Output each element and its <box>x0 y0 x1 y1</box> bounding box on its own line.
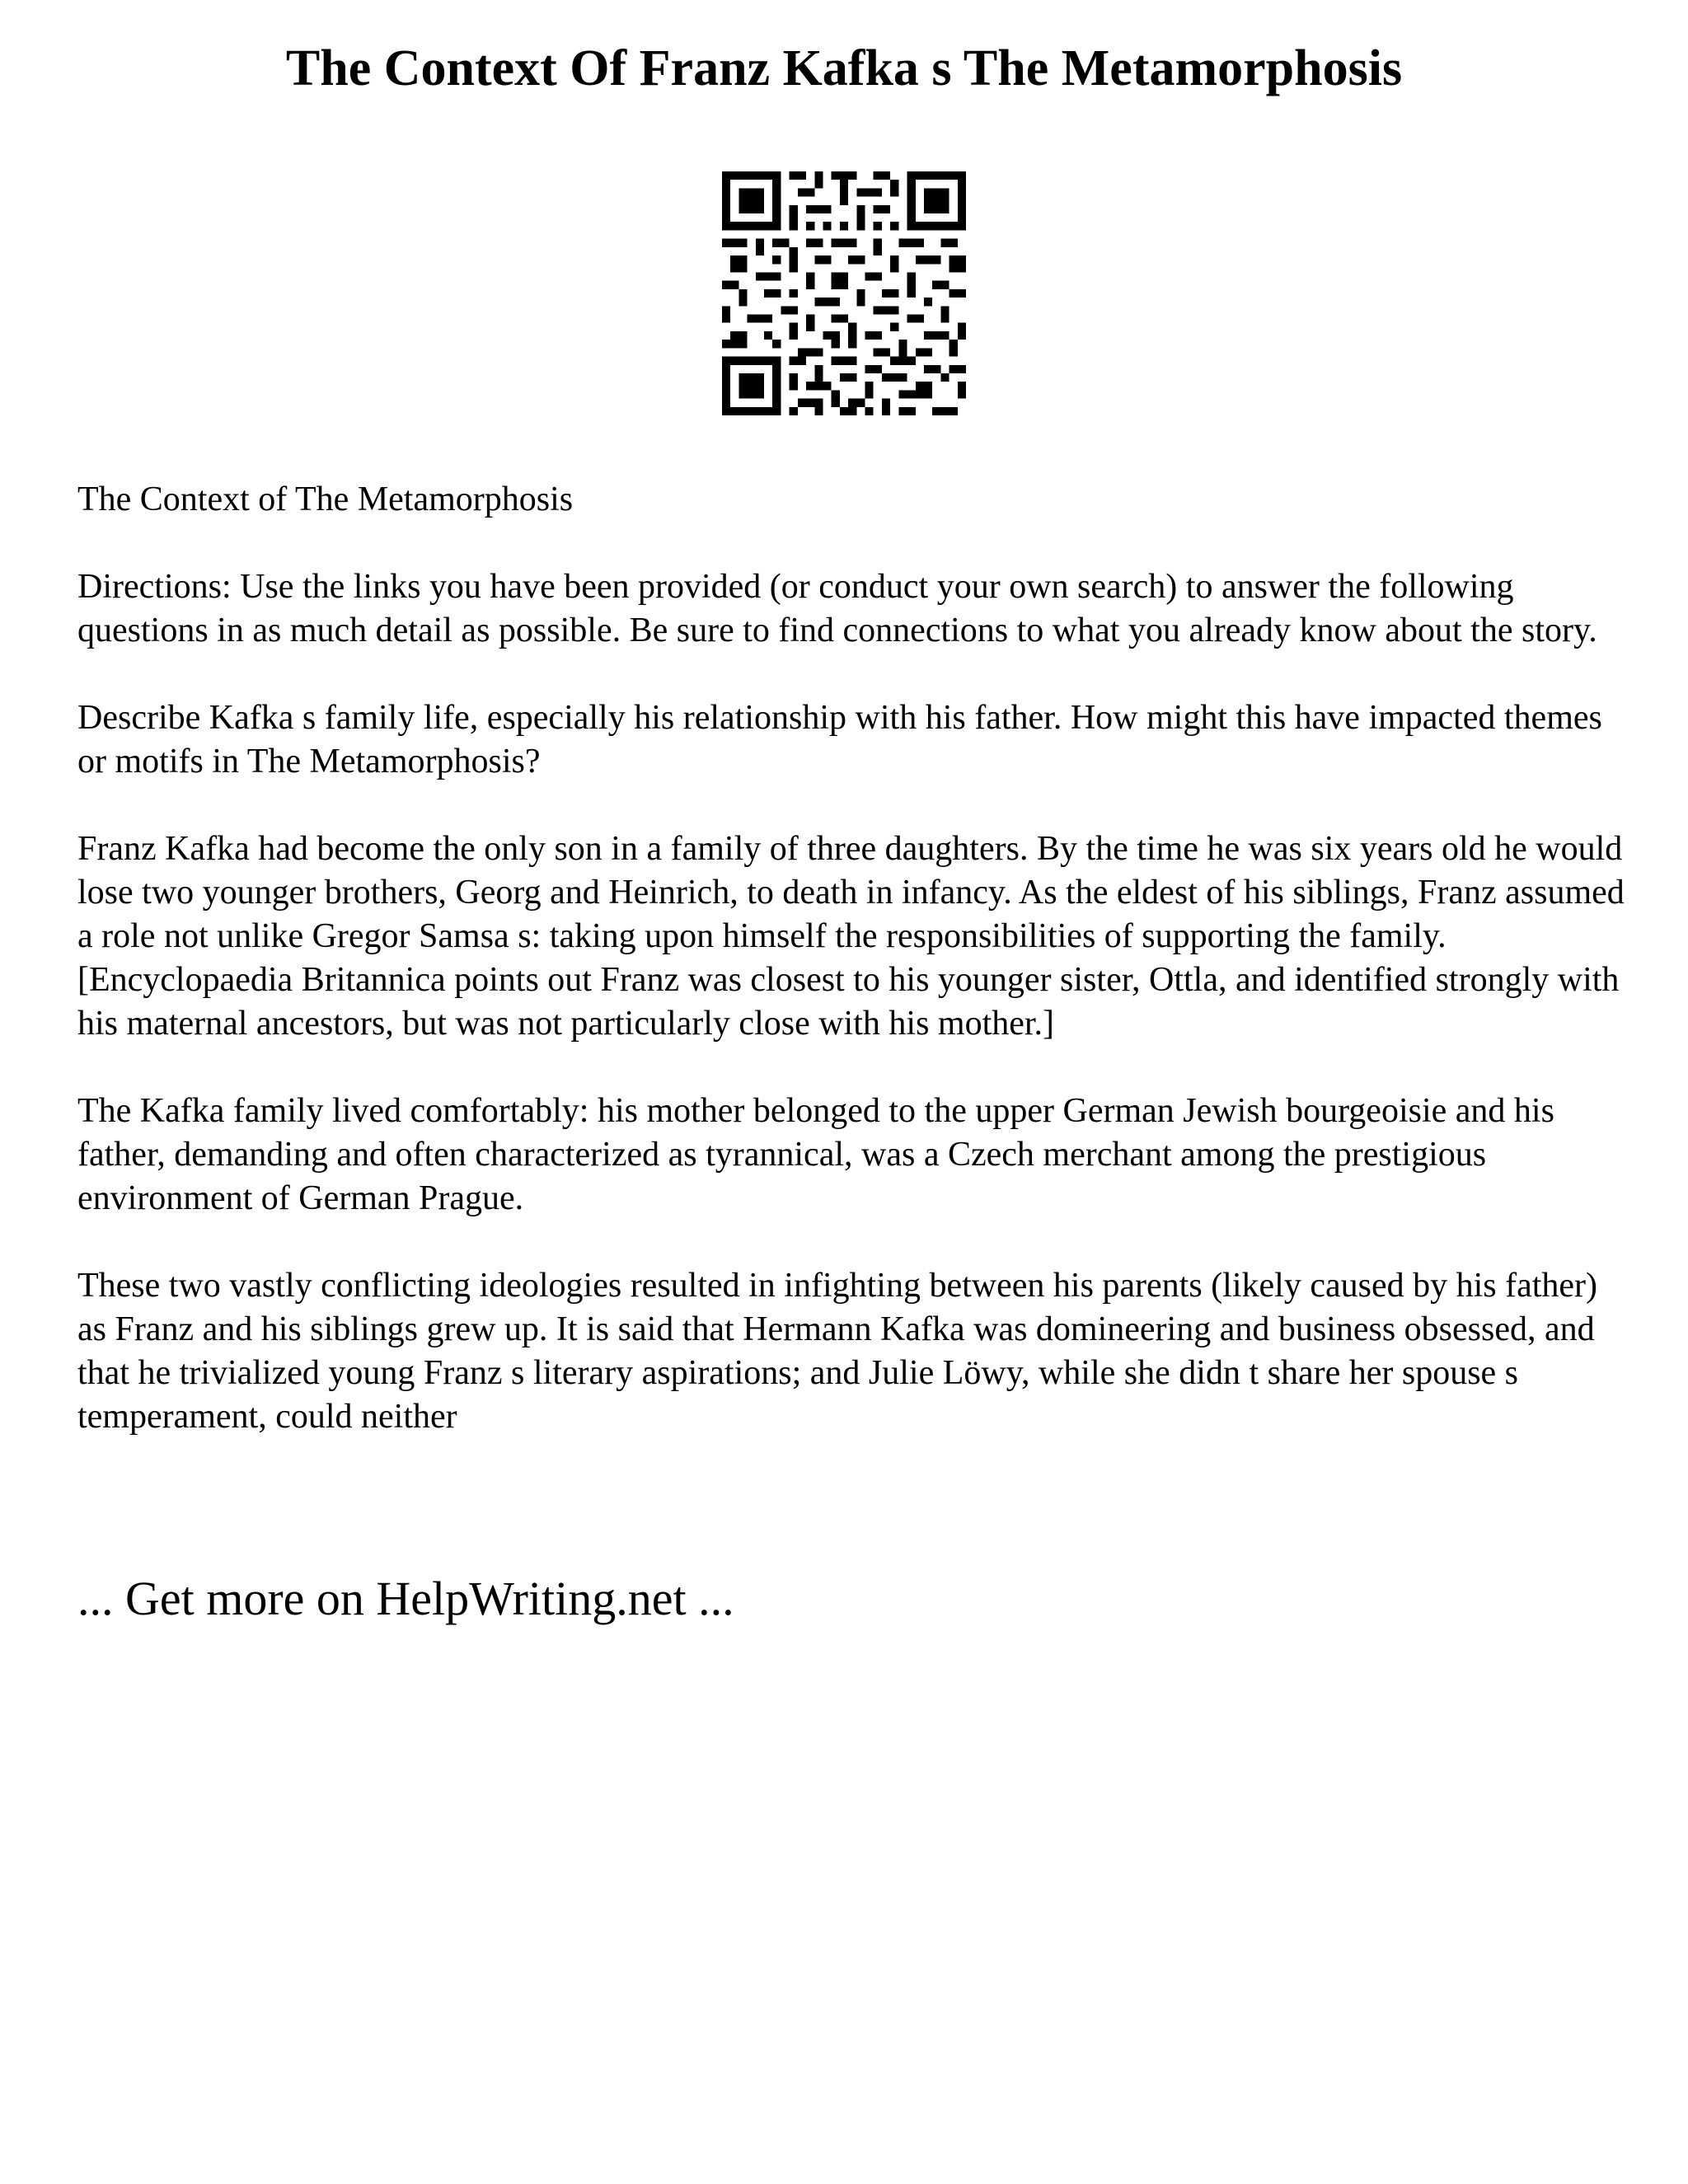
document-body <box>77 478 1627 1483</box>
body-paragraph: These two vastly conflicting ideologies resulted in infighting between his parents (likely caused by his father) as Franz and his siblings grew up. It is said that Hermann Kafka was domineering and business obsessed, and that he trivialized young Franz s literary aspirations; and Julie Löwy, while she didn t share her spouse s temperament, could neither <box>77 1267 1598 1436</box>
question-paragraph: Describe Kafka s family life, especially his relationship with his father. How might this have impacted themes or motifs in The Metamorphosis? <box>77 699 1602 780</box>
section-heading: The Context of The Metamorphosis <box>77 480 574 518</box>
directions-paragraph: Directions: Use the links you have been provided (or conduct your own search) to answer the following questions in as much detail as possible. Be sure to find connections to what you already know about the story. <box>77 568 1597 649</box>
qr-code-icon[interactable] <box>722 171 966 415</box>
body-paragraph: [Encyclopaedia Britannica points out Franz was closest to his younger sister, Ottla, and identified strongly with his maternal ancestors, but was not particularly close with his mother.] <box>77 961 1620 1043</box>
body-paragraph: Franz Kafka had become the only son in a family of three daughters. By the time he was six years old he would lose two younger brothers, Georg and Heinrich, to death in infancy. As the eldest of his siblings, Franz assumed a role not unlike Gregor Samsa s: taking upon himself the responsibilities of supporting the family. <box>77 830 1625 955</box>
get-more-link[interactable]: ... Get more on HelpWriting.net ... <box>77 1572 734 1625</box>
body-paragraph: The Kafka family lived comfortably: his mother belonged to the upper German Jewish bourgeoisie and his father, demanding and often characterized as tyrannical, was a Czech merchant among the prestigious environment of German Prague. <box>77 1092 1554 1217</box>
document-title: The Context Of Franz Kafka s The Metamorphosis <box>285 40 1403 96</box>
